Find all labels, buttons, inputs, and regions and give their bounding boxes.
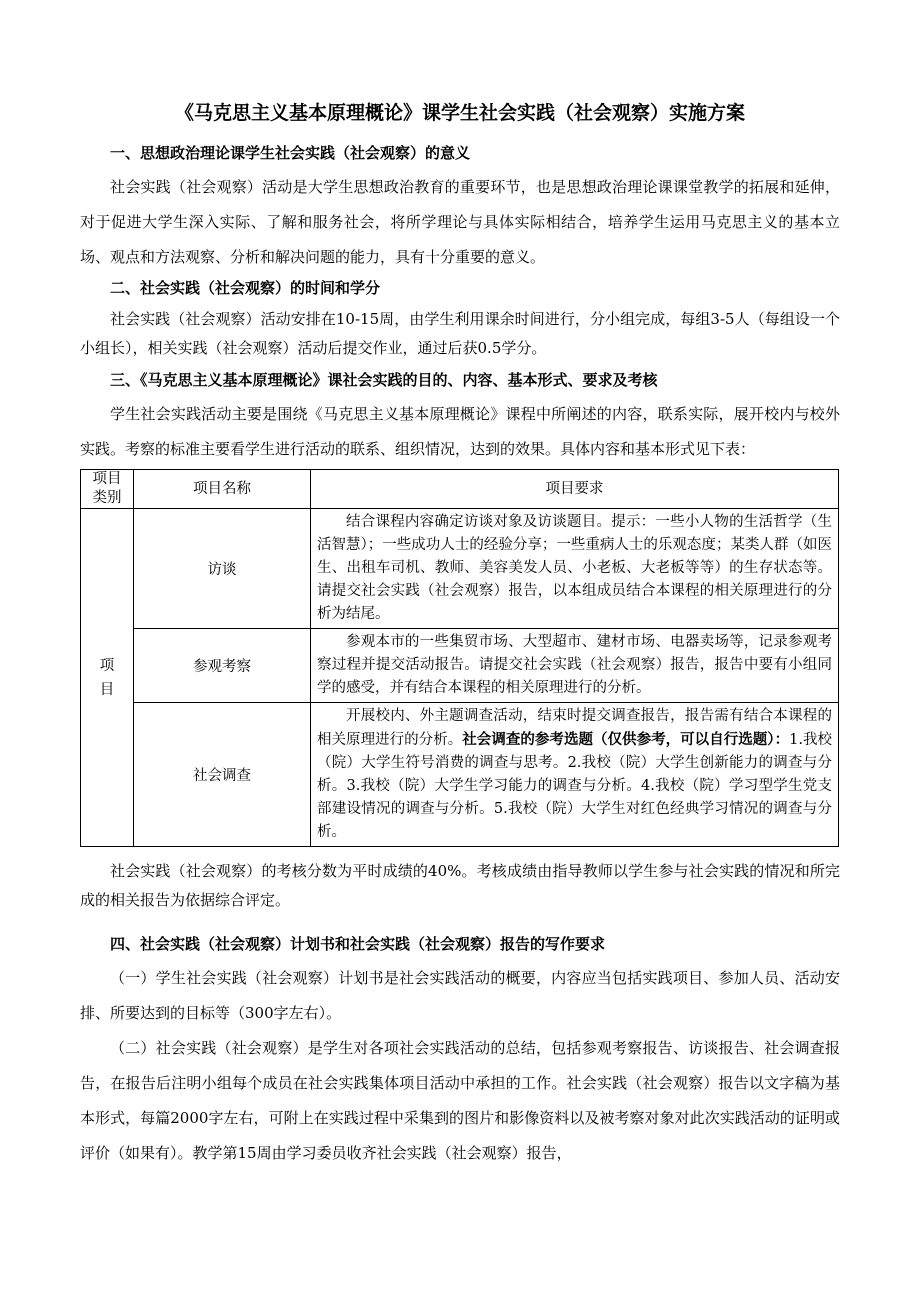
- category-cell: [81, 509, 134, 847]
- header-requirement: 项目要求: [311, 470, 839, 509]
- project-name: 访谈: [134, 509, 311, 629]
- paragraph: 学生社会实践活动主要是围绕《马克思主义基本原理概论》课程中所阐述的内容，联系实际，展开校内与校外实践。考察的标准主要看学生进行活动的联系、组织情况，达到的效果。具体内容和基本形式见下表：: [80, 405, 840, 458]
- requirement-topics: 1.我校（院）大学生符号消费的调查与思考。2.我校（院）大学生创新能力的调查与分析。3.我校（院）大学生学习能力的调查与分析。4.我校（院）学习型学生党支部建设情况的调查与分析。5.我校（院）大学生对红色经典学习情况的调查与分析。: [317, 732, 832, 840]
- project-name: 参观考察: [134, 629, 311, 703]
- requirement-text: 开展校内、外主题调查活动，结束时提交调查报告，报告需有结合本课程的相关原理进行的分析。: [317, 708, 832, 748]
- paragraph: （二）社会实践（社会观察）是学生对各项社会实践活动的总结，包括参观考察报告、访谈报告、社会调查报告，在报告后注明小组每个成员在社会实践集体项目活动中承担的工作。社会实践（社会观察）报告以文字稿为基本形式，每篇2000字左右，可附上在实践过程中采集到的图片和影像资料以及被考察对象对此次实践活动的证明或评价（如果有）。教学第15周由学习委员收齐社会实践（社会观察）报告，: [80, 1039, 840, 1162]
- table-row: [81, 509, 839, 629]
- header-category: 项目类别: [81, 470, 134, 509]
- paragraph: 社会实践（社会观察）的考核分数为平时成绩的40%。考核成绩由指导教师以学生参与社会实践的情况和所完成的相关报告为依据综合评定。: [80, 862, 840, 909]
- section-heading-3: 三、《马克思主义基本原理概论》课社会实践的目的、内容、基本形式、要求及考核: [110, 371, 658, 389]
- section-heading-4: 四、社会实践（社会观察）计划书和社会实践（社会观察）报告的写作要求: [110, 935, 606, 953]
- paragraph: 社会实践（社会观察）活动是大学生思想政治教育的重要环节，也是思想政治理论课课堂教学的拓展和延伸，对于促进大学生深入实际、了解和服务社会，将所学理论与具体实际相结合，培养学生运用马克思主义的基本立场、观点和方法观察、分析和解决问题的能力，具有十分重要的意义。: [80, 178, 840, 266]
- paragraph: 社会实践（社会观察）活动安排在10-15周，由学生利用课余时间进行，分小组完成，每组3-5人（每组设一个小组长），相关实践（社会观察）活动后提交作业，通过后获0.5学分。: [80, 310, 840, 357]
- category-label: 项目: [99, 657, 115, 698]
- document-page: [80, 98, 840, 1171]
- header-name: 项目名称: [134, 470, 311, 509]
- document-title: 《马克思主义基本原理概论》课学生社会实践（社会观察）实施方案: [174, 102, 745, 124]
- project-requirement: 参观本市的一些集贸市场、大型超市、建材市场、电器卖场等，记录参观考察过程并提交活动报告。请提交社会实践（社会观察）报告，报告中要有小组同学的感受，并有结合本课程的相关原理进行的分析。: [311, 629, 839, 703]
- paragraph: （一）学生社会实践（社会观察）计划书是社会实践活动的概要，内容应当包括实践项目、参加人员、活动安排、所要达到的目标等（300字左右）。: [80, 969, 840, 1022]
- table-row: [81, 629, 839, 703]
- section-heading-2: 二、社会实践（社会观察）的时间和学分: [110, 279, 381, 297]
- requirement-bold-text: 社会调查的参考选题（仅供参考，可以自行选题）：: [462, 731, 790, 748]
- project-requirement: [311, 703, 839, 847]
- project-requirement: 结合课程内容确定访谈对象及访谈题目。提示：一些小人物的生活哲学（生活智慧）；一些成功人士的经验分享；一些重病人士的乐观态度；某类人群（如医生、出租车司机、教师、美容美发人员、小老板、大老板等等）的生存状态等。请提交社会实践（社会观察）报告，以本组成员结合本课程的相关原理进行的分析为结尾。: [311, 509, 839, 629]
- project-name: 社会调查: [134, 703, 311, 847]
- table-header-row: [81, 470, 839, 509]
- table-row: [81, 703, 839, 847]
- section-heading-1: 一、思想政治理论课学生社会实践（社会观察）的意义: [110, 144, 471, 162]
- project-table: [80, 469, 839, 847]
